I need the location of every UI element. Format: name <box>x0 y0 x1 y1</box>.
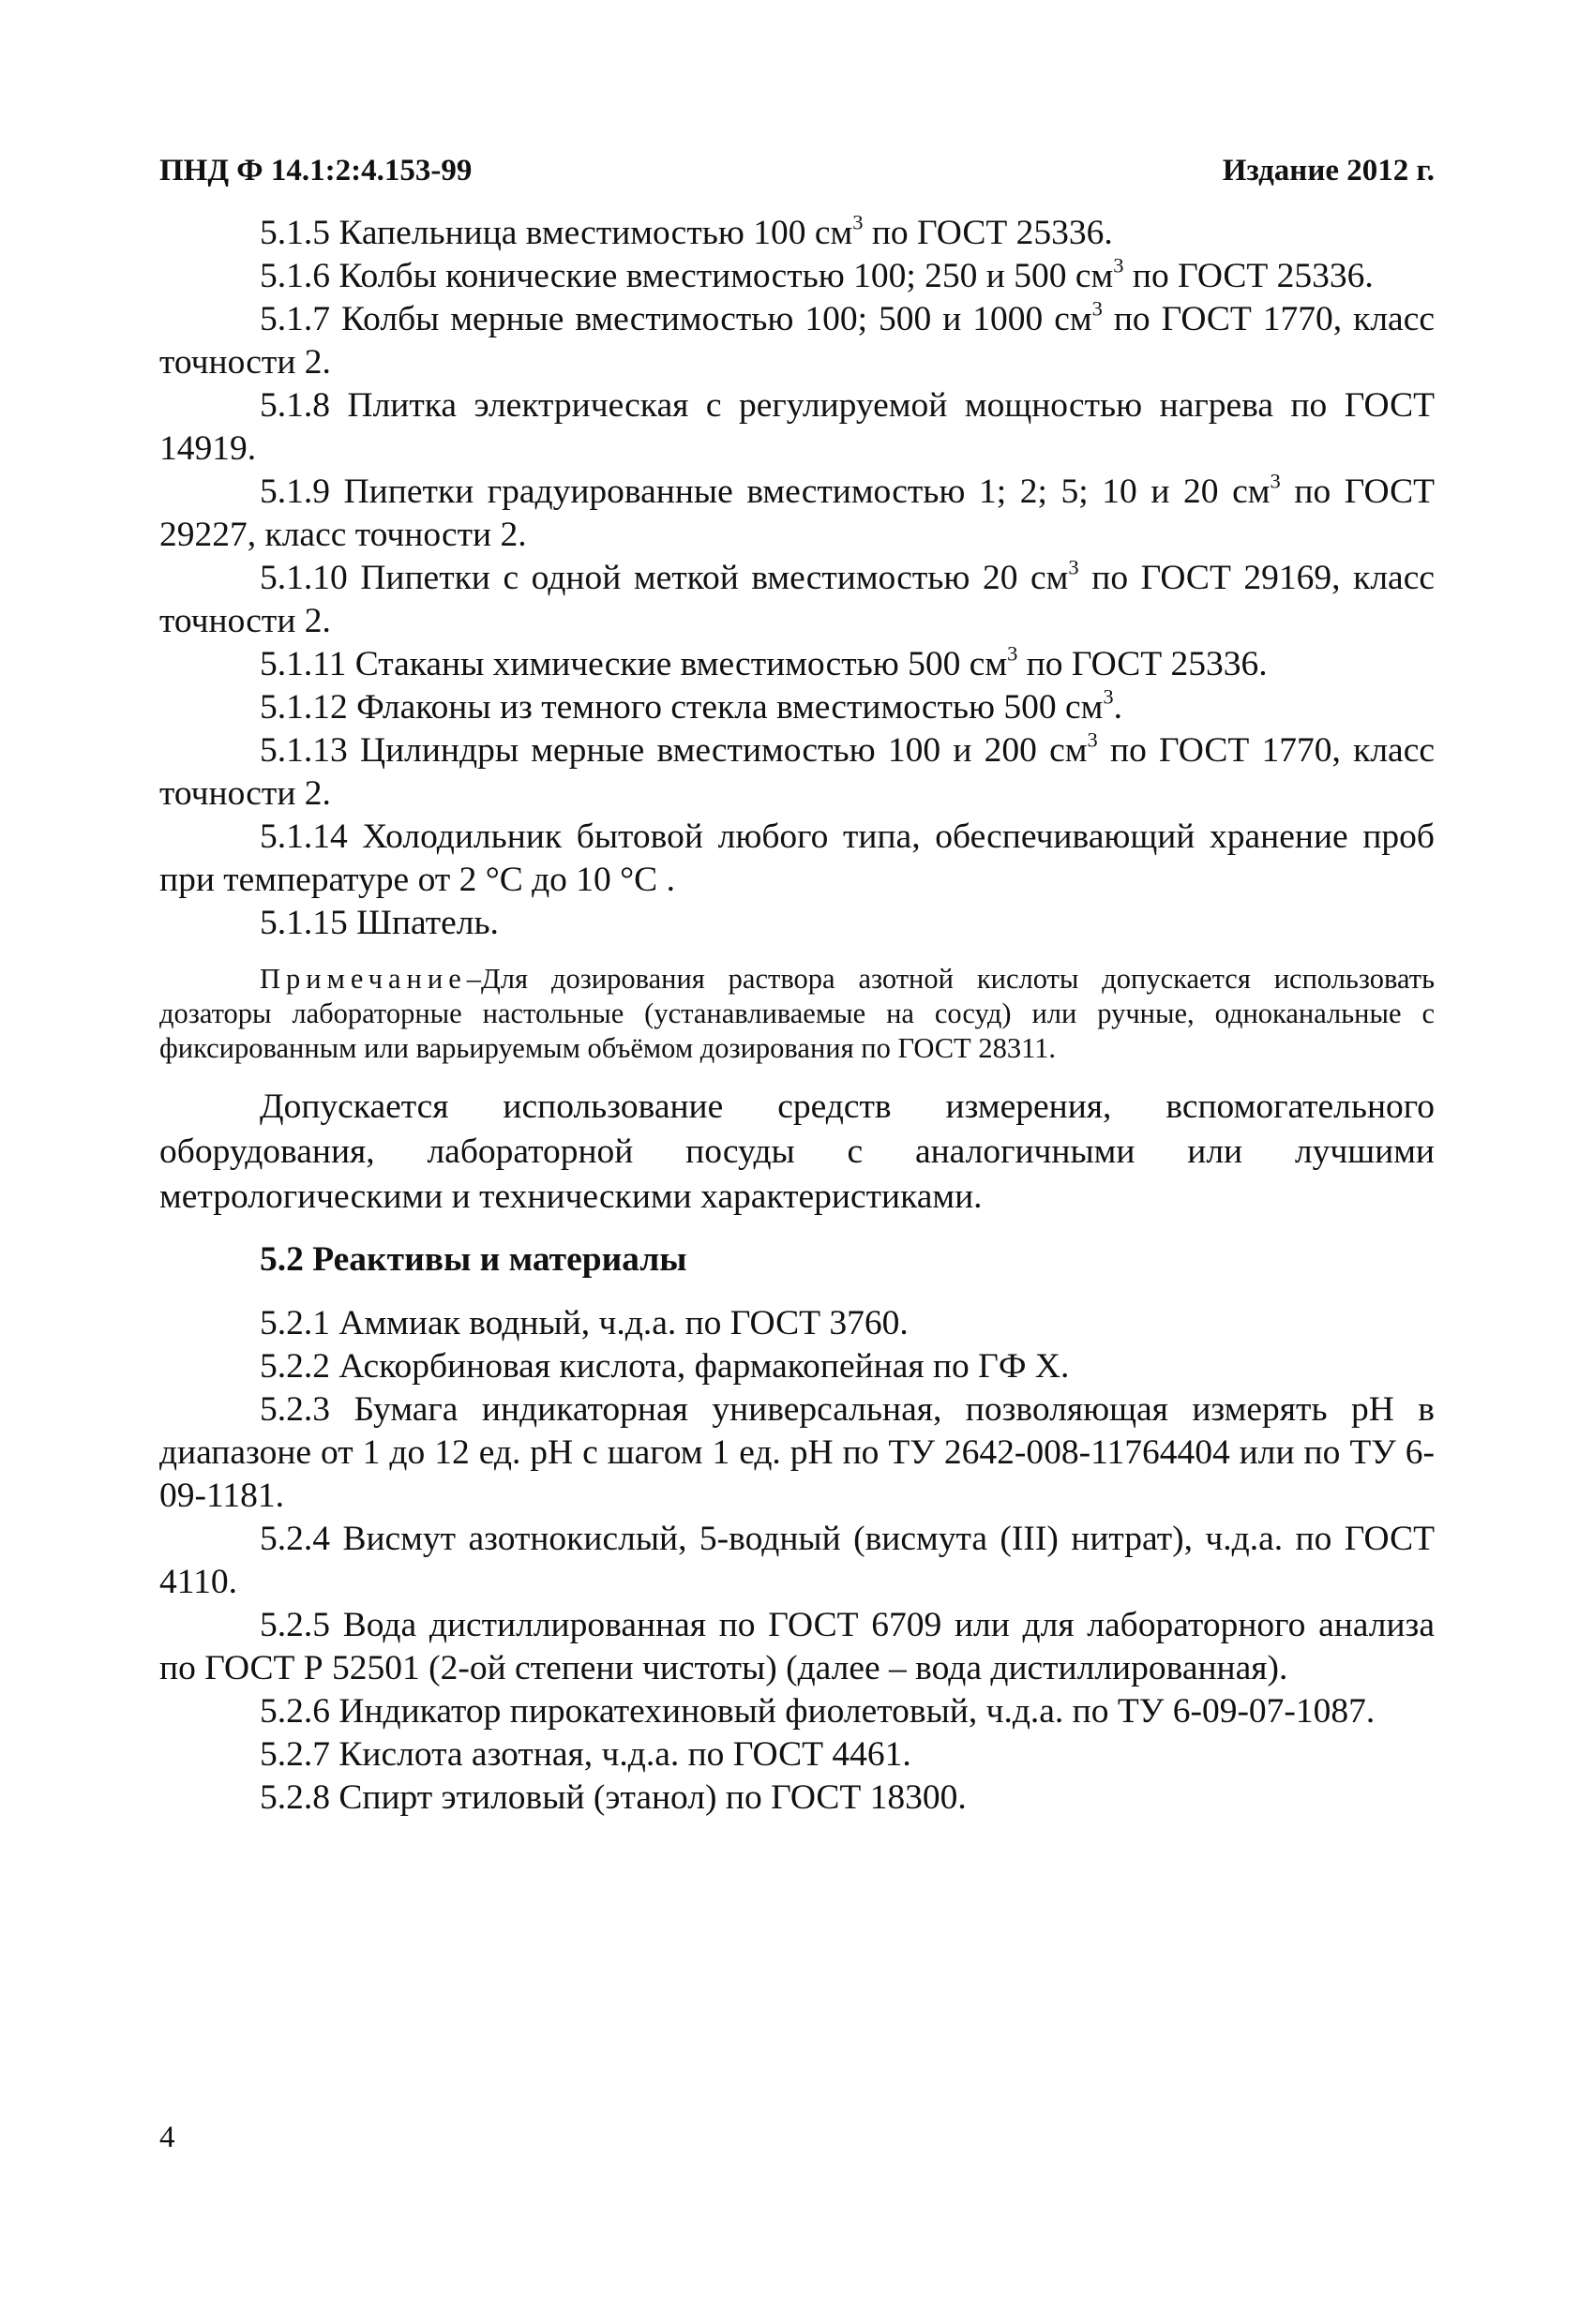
list-item: 5.1.13 Цилиндры мерные вместимостью 100 и 200 $см^3$ по ГОСТ 1770, класс точности 2. <box>159 727 1435 813</box>
list-item: 5.1.15 Шпатель. <box>260 904 499 942</box>
page-header <box>159 150 1435 191</box>
list-item: 5.1.14 Холодильник бытовой любого типа, обеспечивающий хранение проб при температуре от 2 °С до 10 °С . <box>159 817 1435 899</box>
list-item: 5.1.9 Пипетки градуированные вместимостью 1; 2; 5; 10 и 20 $см^3$ по ГОСТ 29227, класс точности 2. <box>159 469 1436 554</box>
list-item: 5.2.8 Спирт этиловый (этанол) по ГОСТ 18300. <box>260 1778 967 1817</box>
list-item: 5.1.5 Капельница вместимостью 100 $см^3$ по ГОСТ 25336. <box>260 210 1113 252</box>
document-code: ПНД Ф 14.1:2:4.153-99 <box>159 154 473 187</box>
note-dash: – <box>466 963 481 995</box>
list-item: 5.1.6 Колбы конические вместимостью 100; 250 и 500 $см^3$ по ГОСТ 25336. <box>260 253 1374 295</box>
note-label: Примечание <box>260 963 467 995</box>
list-item: 5.1.10 Пипетки с одной меткой вместимостью 20 $см^3$ по ГОСТ 29169, класс точности 2. <box>159 555 1435 640</box>
list-item: 5.2.7 Кислота азотная, ч.д.а. по ГОСТ 4461. <box>260 1735 911 1774</box>
body-paragraph: Допускается использование средств измерения, вспомогательного оборудования, лабораторной посуды с аналогичными или лучшими метрологическими и техническими характеристиками. <box>159 1087 1435 1216</box>
list-item: 5.1.7 Колбы мерные вместимостью 100; 500 и 1000 $см^3$ по ГОСТ 1770, класс точности 2. <box>159 296 1435 382</box>
equipment-list <box>159 212 1435 945</box>
page-number: 4 <box>159 2121 175 2154</box>
section-heading: 5.2 Реактивы и материалы <box>260 1240 687 1279</box>
list-item: 5.2.4 Висмут азотнокислый, 5-водный (висмута (III) нитрат), ч.д.а. по ГОСТ 4110. <box>159 1520 1435 1601</box>
note-block <box>159 962 1435 1066</box>
list-item: 5.1.8 Плитка электрическая с регулируемой мощностью нагрева по ГОСТ 14919. <box>159 386 1435 468</box>
list-item: 5.2.6 Индикатор пирокатехиновый фиолетовый, ч.д.а. по ТУ 6-09-07-1087. <box>260 1692 1376 1731</box>
reagents-list <box>159 1302 1435 1820</box>
list-item: 5.1.12 Флаконы из темного стекла вместимостью 500 $см^3$. <box>260 684 1123 727</box>
edition-label: Издание 2012 г. <box>1222 154 1435 187</box>
list-item: 5.2.3 Бумага индикаторная универсальная, позволяющая измерять рН в диапазоне от 1 до 12 ед. рН с шагом 1 ед. рН по ТУ 2642-008-11764404 или по ТУ 6-09-1181. <box>159 1390 1435 1515</box>
list-item: 5.2.5 Вода дистиллированная по ГОСТ 6709 или для лабораторного анализа по ГОСТ Р 52501 (2-ой степени чистоты) (далее – вода дистиллированная). <box>159 1606 1435 1687</box>
note-text: Для дозирования раствора азотной кислоты допускается использовать дозаторы лабораторные настольные (устанавливаемые на сосуд) или ручные, одноканальные с фиксированным или варьируемым объёмом дозирования по ГОСТ 28311. <box>159 963 1435 1064</box>
list-item: 5.2.2 Аскорбиновая кислота, фармакопейная по ГФ X. <box>260 1347 1070 1386</box>
list-item: 5.1.11 Стаканы химические вместимостью 500 $см^3$ по ГОСТ 25336. <box>260 641 1268 683</box>
list-item: 5.2.1 Аммиак водный, ч.д.а. по ГОСТ 3760. <box>260 1304 909 1342</box>
document-page <box>159 150 1435 1820</box>
